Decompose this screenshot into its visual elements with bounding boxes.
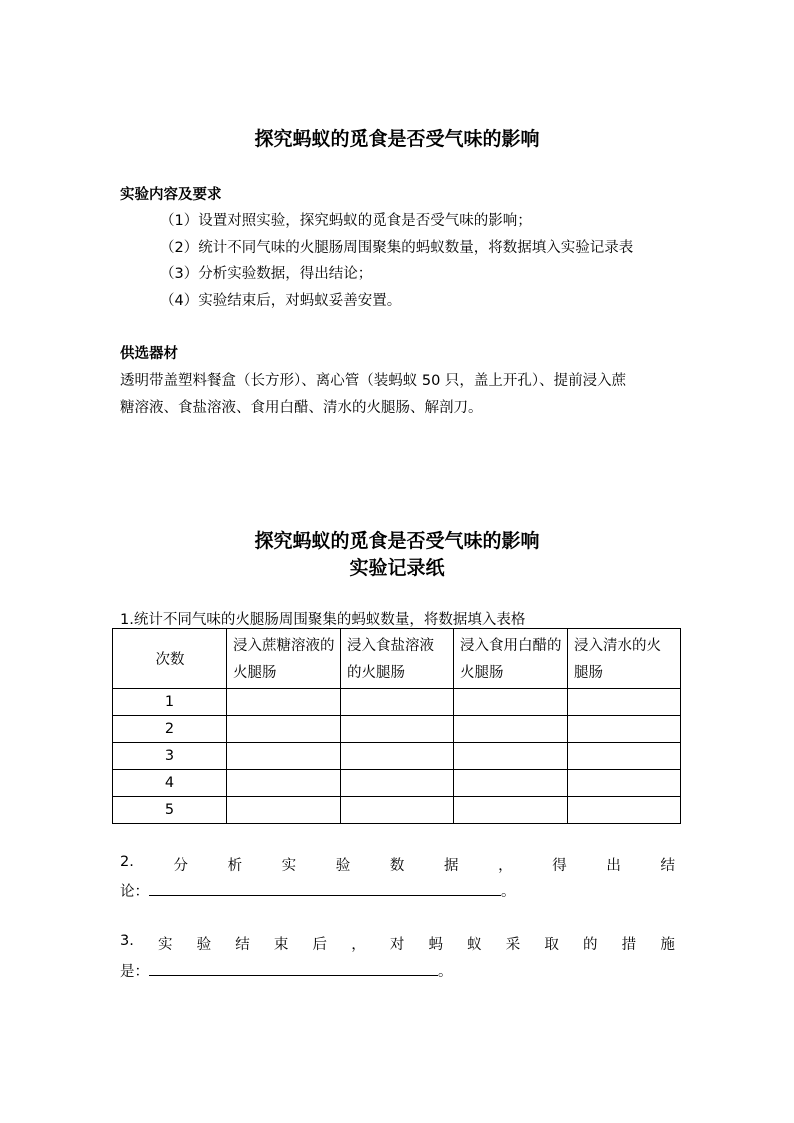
materials-line-2: 糖溶液、食盐溶液、食用白醋、清水的火腿肠、解剖刀。 — [120, 400, 483, 416]
q3-char: 后 — [312, 937, 328, 953]
q3-char: 3. — [120, 933, 134, 949]
requirements-heading: 实验内容及要求 — [120, 187, 222, 203]
table-cell[interactable] — [568, 689, 681, 716]
table-cell[interactable] — [227, 689, 341, 716]
question-3-line-2 — [120, 960, 453, 981]
table-row — [113, 770, 681, 797]
requirement-item-1: （1）设置对照实验，探究蚂蚁的觅食是否受气味的影响； — [160, 213, 532, 229]
q3-char: 验 — [196, 937, 212, 953]
table-cell[interactable] — [568, 716, 681, 743]
q3-char: 实 — [157, 937, 173, 953]
q3-char: 的 — [583, 937, 598, 953]
table-cell[interactable] — [454, 797, 568, 824]
table-cell[interactable] — [341, 716, 454, 743]
record-table — [112, 628, 681, 824]
q2-char: 验 — [335, 858, 351, 874]
row-index: 3 — [113, 743, 227, 770]
question-2-line-2 — [120, 880, 516, 901]
q2-prefix: 论： — [120, 884, 149, 900]
record-title: 探究蚂蚁的觅食是否受气味的影响 — [254, 530, 540, 552]
q2-char: 数 — [389, 858, 405, 874]
header-sucrose: 浸入蔗糖溶液的火腿肠 — [227, 629, 341, 689]
table-row — [113, 743, 681, 770]
q3-char: 蚂 — [428, 937, 443, 953]
table-cell[interactable] — [341, 797, 454, 824]
q3-char: 束 — [273, 937, 289, 953]
q3-prefix: 是： — [120, 964, 149, 980]
header-salt: 浸入食盐溶液的火腿肠 — [341, 629, 454, 689]
record-subtitle: 实验记录纸 — [349, 557, 445, 579]
q3-char: 结 — [235, 937, 250, 953]
table-cell[interactable] — [568, 770, 681, 797]
q3-char: 措 — [621, 937, 637, 953]
table-cell[interactable] — [568, 743, 681, 770]
materials-heading: 供选器材 — [120, 346, 178, 362]
table-cell[interactable] — [454, 716, 568, 743]
row-index: 5 — [113, 797, 227, 824]
q2-char: 得 — [552, 858, 567, 874]
question-1: 1.统计不同气味的火腿肠周围聚集的蚂蚁数量，将数据填入表格 — [120, 612, 526, 628]
table-cell[interactable] — [341, 743, 454, 770]
q3-char: 采 — [505, 937, 521, 953]
question-3-line-1 — [120, 933, 675, 954]
q3-char: 施 — [660, 937, 675, 953]
table-cell[interactable] — [568, 797, 681, 824]
table-cell[interactable] — [227, 743, 341, 770]
table-cell[interactable] — [227, 797, 341, 824]
q2-char: 据 — [444, 858, 459, 874]
q2-char: 实 — [281, 858, 297, 874]
table-row — [113, 689, 681, 716]
table-cell[interactable] — [454, 770, 568, 797]
table-cell[interactable] — [341, 689, 454, 716]
answer-blank-measures[interactable] — [149, 961, 438, 976]
q2-suffix: 。 — [501, 884, 516, 900]
q2-char: 出 — [606, 858, 621, 874]
table-cell[interactable] — [227, 770, 341, 797]
row-index: 1 — [113, 689, 227, 716]
materials-line-1: 透明带盖塑料餐盒（长方形）、离心管（装蚂蚁 50 只，盖上开孔）、提前浸入蔗 — [120, 373, 627, 389]
q3-char: 取 — [544, 937, 559, 953]
page-title: 探究蚂蚁的觅食是否受气味的影响 — [254, 128, 540, 150]
q2-char: ， — [498, 858, 513, 874]
q2-char: 析 — [227, 858, 243, 874]
q3-char: ， — [351, 937, 366, 953]
header-water: 浸入清水的火腿肠 — [568, 629, 681, 689]
table-row — [113, 716, 681, 743]
requirement-item-2: （2）统计不同气味的火腿肠周围聚集的蚂蚁数量，将数据填入实验记录表 — [160, 240, 634, 256]
table-cell[interactable] — [227, 716, 341, 743]
header-count: 次数 — [113, 629, 227, 689]
table-header-row — [113, 629, 681, 689]
table-cell[interactable] — [341, 770, 454, 797]
header-vinegar: 浸入食用白醋的火腿肠 — [454, 629, 568, 689]
table-row — [113, 797, 681, 824]
table-cell[interactable] — [454, 689, 568, 716]
requirement-item-4: （4）实验结束后，对蚂蚁妥善安置。 — [160, 293, 402, 309]
q2-char: 结 — [660, 858, 675, 874]
q3-char: 蚁 — [467, 937, 482, 953]
requirement-item-3: （3）分析实验数据，得出结论； — [160, 266, 373, 282]
q3-suffix: 。 — [438, 964, 453, 980]
row-index: 2 — [113, 716, 227, 743]
answer-blank-conclusion[interactable] — [149, 881, 501, 896]
q2-char: 分 — [173, 858, 188, 874]
row-index: 4 — [113, 770, 227, 797]
q3-char: 对 — [389, 937, 405, 953]
question-2-line-1 — [120, 854, 675, 875]
q2-char: 2. — [120, 854, 134, 870]
table-cell[interactable] — [454, 743, 568, 770]
